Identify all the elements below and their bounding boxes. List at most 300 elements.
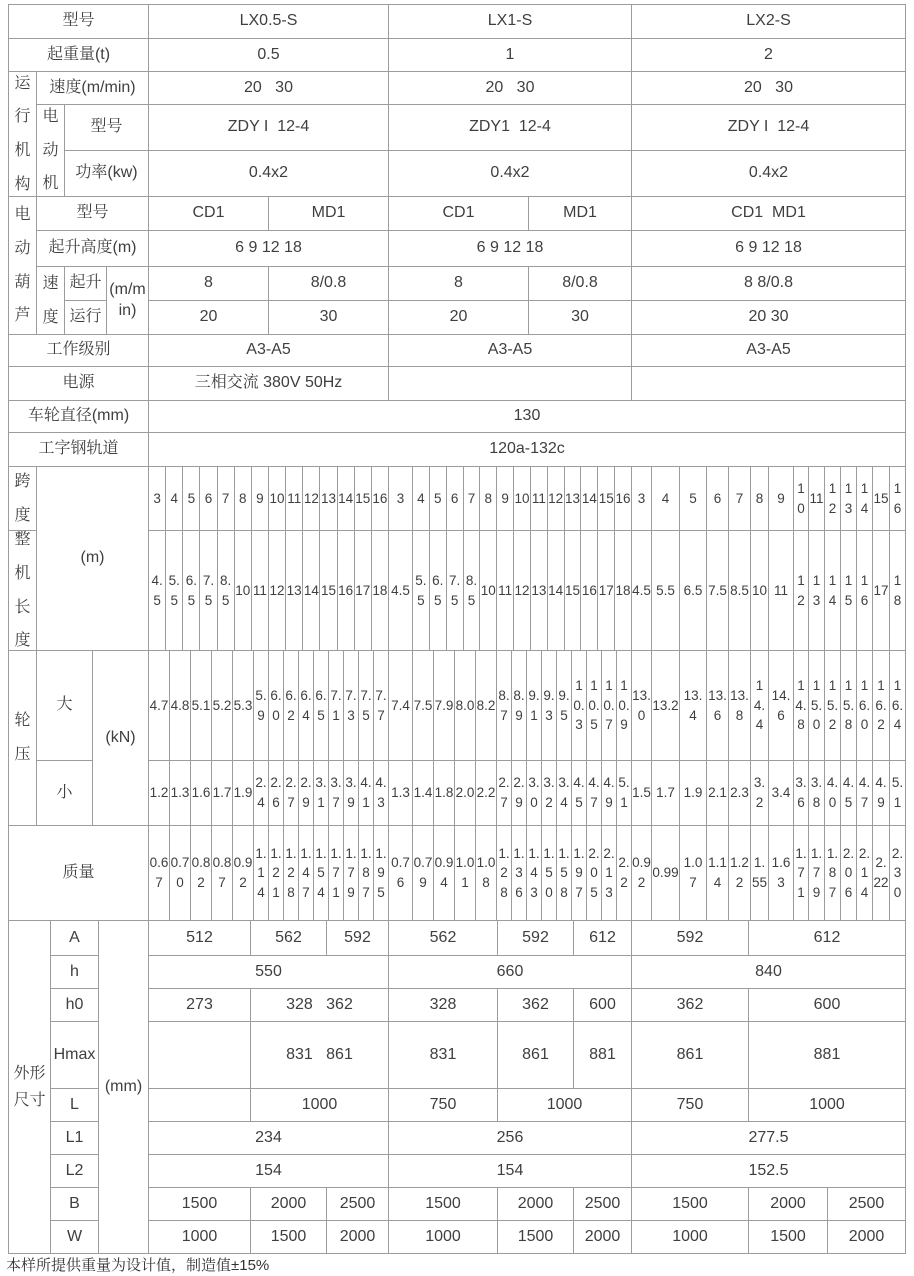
- span-value: 16: [372, 467, 389, 531]
- hoist-model-value: CD1: [149, 197, 269, 231]
- length-value: 10: [751, 531, 769, 651]
- span-value: 13: [841, 467, 857, 531]
- span-value: 10: [514, 467, 531, 531]
- length-value: 5.5: [652, 531, 680, 651]
- length-value: 14: [825, 531, 841, 651]
- lift-height-value: 6 9 12 18: [389, 231, 632, 267]
- length-value: 8.5: [464, 531, 481, 651]
- motor-model-label: 型号: [65, 105, 149, 151]
- wheel-load-min-value: 3.2: [542, 761, 557, 826]
- dim-value: 1500: [749, 1221, 828, 1254]
- dim-value: 2000: [574, 1221, 632, 1254]
- wheel-diameter-label: 车轮直径(mm): [9, 401, 149, 433]
- length-value: 18: [890, 531, 906, 651]
- wheel-load-max-value: 16.0: [857, 651, 873, 761]
- dim-value: 1000: [498, 1089, 632, 1122]
- length-value: 6.5: [680, 531, 707, 651]
- mass-value: 1.01: [455, 826, 476, 921]
- duty-label: 工作级别: [9, 335, 149, 367]
- span-value: 12: [825, 467, 841, 531]
- dim-value: 2500: [828, 1188, 906, 1221]
- mass-value: 1.87: [359, 826, 374, 921]
- hoist-travel-speed: 30: [529, 301, 632, 335]
- motor-model-value: ZDY1 12-4: [389, 105, 632, 151]
- hoist-travel-speed: 20: [149, 301, 269, 335]
- dim-value: 2500: [327, 1188, 389, 1221]
- wheel-load-max-value: 16.4: [890, 651, 906, 761]
- length-value: 18: [615, 531, 632, 651]
- dim-row-label: B: [51, 1188, 99, 1221]
- dim-value: 277.5: [632, 1122, 906, 1155]
- span-value: 3: [149, 467, 166, 531]
- travel-group-label: 运行机构: [9, 72, 37, 197]
- length-value: 11: [497, 531, 514, 651]
- span-value: 4: [413, 467, 430, 531]
- mass-value: 1.79: [344, 826, 359, 921]
- mass-value: 1.55: [751, 826, 769, 921]
- hoist-model-value: CD1 MD1: [632, 197, 906, 231]
- mass-value: 1.28: [284, 826, 299, 921]
- span-value: 4: [652, 467, 680, 531]
- wheel-load-max-value: 5.3: [233, 651, 254, 761]
- wheel-load-min-value: 2.3: [729, 761, 751, 826]
- wheel-load-max-value: 8.0: [455, 651, 476, 761]
- span-value: 13: [565, 467, 582, 531]
- power-supply-value: [389, 367, 632, 401]
- mass-value: 1.97: [572, 826, 587, 921]
- span-value: 3: [389, 467, 413, 531]
- length-value: 4.5: [149, 531, 166, 651]
- wheel-load-min-value: 4.9: [602, 761, 617, 826]
- model-name: LX2-S: [632, 5, 906, 39]
- span-value: 15: [355, 467, 372, 531]
- dim-row-label: A: [51, 921, 99, 956]
- wheel-load-max-value: 14.6: [769, 651, 794, 761]
- wheel-load-max-value: 5.9: [254, 651, 269, 761]
- mass-value: 1.28: [497, 826, 512, 921]
- wheel-load-max-value: 9.5: [557, 651, 572, 761]
- mass-value: 0.82: [191, 826, 212, 921]
- span-unit-label: (m): [37, 467, 149, 651]
- span-value: 6: [707, 467, 729, 531]
- dim-value: [149, 1022, 251, 1089]
- wheel-load-max-value: 7.3: [344, 651, 359, 761]
- mass-value: 1.43: [527, 826, 542, 921]
- wheel-load-max-value: 4.7: [149, 651, 170, 761]
- wheel-load-max-value: 6.5: [314, 651, 329, 761]
- length-value: 13: [286, 531, 303, 651]
- dim-value: 660: [389, 956, 632, 989]
- wheel-load-min-value: 3.6: [794, 761, 809, 826]
- mass-value: 2.06: [841, 826, 857, 921]
- wheel-load-min-value: 4.7: [857, 761, 873, 826]
- length-value: 18: [372, 531, 389, 651]
- wheel-load-max-value: 6.0: [269, 651, 284, 761]
- length-value: 10: [235, 531, 252, 651]
- mass-value: 0.94: [434, 826, 455, 921]
- dim-value: 840: [632, 956, 906, 989]
- dim-value: 152.5: [632, 1155, 906, 1188]
- dim-value: 750: [389, 1089, 498, 1122]
- dim-value: 1000: [389, 1221, 498, 1254]
- dim-row-label: W: [51, 1221, 99, 1254]
- wheel-load-max-value: 14.8: [794, 651, 809, 761]
- length-value: 16: [581, 531, 598, 651]
- dim-row-label: Hmax: [51, 1022, 99, 1089]
- wheel-load-max-value: 8.7: [497, 651, 512, 761]
- wheel-load-min-value: 3.2: [751, 761, 769, 826]
- hoist-model-value: CD1: [389, 197, 529, 231]
- wheel-load-max-value: 6.4: [299, 651, 314, 761]
- mass-value: 1.58: [557, 826, 572, 921]
- span-value: 11: [286, 467, 303, 531]
- mass-value: 1.08: [476, 826, 497, 921]
- dim-value: 562: [251, 921, 327, 956]
- wheel-load-max-value: 13.2: [652, 651, 680, 761]
- length-value: 13: [531, 531, 548, 651]
- motor-group-label: 电动机: [37, 105, 65, 197]
- wheel-load-min-value: 1.5: [632, 761, 652, 826]
- wheel-load-min-label: 小: [37, 761, 93, 826]
- length-value: 5.5: [413, 531, 430, 651]
- dim-value: 512: [149, 921, 251, 956]
- length-value: 16: [338, 531, 355, 651]
- dim-value: 881: [574, 1022, 632, 1089]
- wheel-load-min-value: 1.7: [652, 761, 680, 826]
- span-value: 8: [235, 467, 252, 531]
- dim-value: 592: [632, 921, 749, 956]
- dim-row-label: h0: [51, 989, 99, 1022]
- dim-row-label: h: [51, 956, 99, 989]
- mass-value: 1.71: [329, 826, 344, 921]
- dim-value: 154: [389, 1155, 632, 1188]
- wheel-load-max-value: 16.2: [873, 651, 890, 761]
- wheel-load-max-value: 7.4: [389, 651, 413, 761]
- mass-value: 1.63: [769, 826, 794, 921]
- wheel-load-max-value: 4.8: [170, 651, 191, 761]
- wheel-load-min-value: 4.0: [825, 761, 841, 826]
- duty-value: A3-A5: [632, 335, 906, 367]
- dim-value: 1500: [389, 1188, 498, 1221]
- length-value: 8.5: [729, 531, 751, 651]
- length-value: 17: [355, 531, 372, 651]
- hoist-lift-speed: 8/0.8: [529, 267, 632, 301]
- wheel-load-max-value: 10.7: [602, 651, 617, 761]
- mass-value: 1.95: [374, 826, 389, 921]
- mass-value: 0.92: [632, 826, 652, 921]
- dim-value: 2000: [327, 1221, 389, 1254]
- span-value: 6: [447, 467, 464, 531]
- wheel-load-max-value: 7.1: [329, 651, 344, 761]
- dim-value: 831: [389, 1022, 498, 1089]
- capacity-value: 1: [389, 39, 632, 72]
- mass-value: 1.14: [707, 826, 729, 921]
- length-value: 7.5: [707, 531, 729, 651]
- wheel-load-min-value: 1.3: [389, 761, 413, 826]
- wheel-load-min-value: 5.1: [617, 761, 632, 826]
- wheel-load-max-value: 5.1: [191, 651, 212, 761]
- span-value: 13: [320, 467, 337, 531]
- span-value: 4: [166, 467, 183, 531]
- mass-value: 1.87: [825, 826, 841, 921]
- wheel-load-max-value: 7.5: [413, 651, 434, 761]
- hoist-model-value: MD1: [529, 197, 632, 231]
- dim-row-label: L2: [51, 1155, 99, 1188]
- length-value: 10: [480, 531, 497, 651]
- hoist-speed-group-label: 速度: [37, 267, 65, 335]
- model-name: LX1-S: [389, 5, 632, 39]
- wheel-load-min-value: 2.1: [707, 761, 729, 826]
- capacity-value: 0.5: [149, 39, 389, 72]
- dim-value: 362: [632, 989, 749, 1022]
- lift-height-value: 6 9 12 18: [149, 231, 389, 267]
- wheel-diameter-value: 130: [149, 401, 906, 433]
- wheel-load-min-value: 2.2: [476, 761, 497, 826]
- span-value: 11: [531, 467, 548, 531]
- span-value: 10: [269, 467, 286, 531]
- wheel-load-max-value: 14.4: [751, 651, 769, 761]
- dim-value: 1500: [149, 1188, 251, 1221]
- model-name: LX0.5-S: [149, 5, 389, 39]
- span-value: 12: [303, 467, 320, 531]
- wheel-load-max-value: 8.2: [476, 651, 497, 761]
- span-group-label: 跨度: [9, 467, 37, 531]
- length-value: 17: [873, 531, 890, 651]
- dim-value: 2500: [574, 1188, 632, 1221]
- dim-row-label: L1: [51, 1122, 99, 1155]
- dim-value: 861: [498, 1022, 574, 1089]
- dim-value: 328 362: [251, 989, 389, 1022]
- wheel-load-min-value: 1.8: [434, 761, 455, 826]
- hoist-lift-speed: 8: [149, 267, 269, 301]
- wheel-load-min-value: 1.7: [212, 761, 233, 826]
- length-value: 6.5: [430, 531, 447, 651]
- dim-value: 273: [149, 989, 251, 1022]
- mass-value: 2.05: [587, 826, 602, 921]
- length-value: 7.5: [447, 531, 464, 651]
- length-value: 8.5: [218, 531, 235, 651]
- wheel-load-min-value: 5.1: [890, 761, 906, 826]
- mass-value: 0.67: [149, 826, 170, 921]
- mass-value: 2.22: [873, 826, 890, 921]
- wheel-load-max-value: 8.9: [512, 651, 527, 761]
- capacity-row-label: 起重量(t): [9, 39, 149, 72]
- span-value: 6: [200, 467, 217, 531]
- wheel-load-min-value: 3.7: [329, 761, 344, 826]
- wheel-load-min-value: 3.8: [809, 761, 825, 826]
- dimensions-unit-label: (mm): [99, 921, 149, 1254]
- length-value: 4.5: [389, 531, 413, 651]
- span-value: 8: [751, 467, 769, 531]
- length-value: 14: [548, 531, 565, 651]
- dim-value: 612: [749, 921, 906, 956]
- mass-value: 0.87: [212, 826, 233, 921]
- mass-value: 2.14: [857, 826, 873, 921]
- wheel-load-min-value: 1.6: [191, 761, 212, 826]
- mass-value: 1.07: [680, 826, 707, 921]
- duty-value: A3-A5: [389, 335, 632, 367]
- span-value: 14: [857, 467, 873, 531]
- dim-value: 592: [498, 921, 574, 956]
- wheel-load-max-value: 13.0: [632, 651, 652, 761]
- dim-value: 1000: [149, 1221, 251, 1254]
- dim-value: 154: [149, 1155, 389, 1188]
- dim-value: 550: [149, 956, 389, 989]
- wheel-load-group-label: 轮压: [9, 651, 37, 826]
- length-value: 5.5: [166, 531, 183, 651]
- span-value: 7: [218, 467, 235, 531]
- wheel-load-max-value: 10.5: [587, 651, 602, 761]
- dim-value: 1500: [251, 1221, 327, 1254]
- wheel-load-max-value: 15.2: [825, 651, 841, 761]
- dim-value: 1500: [498, 1221, 574, 1254]
- wheel-load-min-value: 2.9: [512, 761, 527, 826]
- span-value: 5: [430, 467, 447, 531]
- dim-value: [149, 1089, 251, 1122]
- hoist-model-label: 型号: [37, 197, 149, 231]
- hoist-lift-speed: 8: [389, 267, 529, 301]
- dim-value: 600: [749, 989, 906, 1022]
- wheel-load-max-value: 6.2: [284, 651, 299, 761]
- mass-value: 1.21: [269, 826, 284, 921]
- mass-value: 0.70: [170, 826, 191, 921]
- travel-speed-value: 20 30: [389, 72, 632, 105]
- motor-model-value: ZDY I 12-4: [632, 105, 906, 151]
- wheel-load-min-value: 1.4: [413, 761, 434, 826]
- dim-row-label: L: [51, 1089, 99, 1122]
- hoist-group-label: 电动葫芦: [9, 197, 37, 335]
- wheel-load-max-value: 5.2: [212, 651, 233, 761]
- span-value: 14: [581, 467, 598, 531]
- length-value: 7.5: [200, 531, 217, 651]
- dim-value: 1000: [749, 1089, 906, 1122]
- length-value: 12: [514, 531, 531, 651]
- wheel-load-max-value: 7.5: [359, 651, 374, 761]
- mass-value: 1.47: [299, 826, 314, 921]
- mass-value: 0.79: [413, 826, 434, 921]
- hoist-speed-unit-label: (m/min): [107, 267, 149, 335]
- travel-speed-value: 20 30: [149, 72, 389, 105]
- length-value: 16: [857, 531, 873, 651]
- mass-value: 2.2: [617, 826, 632, 921]
- rail-label: 工字钢轨道: [9, 433, 149, 467]
- wheel-load-max-value: 15.0: [809, 651, 825, 761]
- wheel-load-min-value: 1.9: [680, 761, 707, 826]
- span-value: 9: [497, 467, 514, 531]
- hoist-travel-speed: 20: [389, 301, 529, 335]
- wheel-load-min-value: 4.3: [374, 761, 389, 826]
- mass-value: 1.54: [314, 826, 329, 921]
- mass-value: 1.14: [254, 826, 269, 921]
- hoist-lift-speed: 8/0.8: [269, 267, 389, 301]
- wheel-load-max-value: 13.8: [729, 651, 751, 761]
- wheel-load-max-value: 9.3: [542, 651, 557, 761]
- span-value: 10: [794, 467, 809, 531]
- length-value: 6.5: [183, 531, 200, 651]
- mass-value: 2.13: [602, 826, 617, 921]
- span-value: 9: [252, 467, 269, 531]
- span-value: 7: [729, 467, 751, 531]
- length-value: 15: [841, 531, 857, 651]
- wheel-load-min-value: 3.4: [557, 761, 572, 826]
- length-value: 15: [565, 531, 582, 651]
- power-supply-value: [632, 367, 906, 401]
- wheel-load-min-value: 4.7: [587, 761, 602, 826]
- motor-model-value: ZDY I 12-4: [149, 105, 389, 151]
- span-value: 9: [769, 467, 794, 531]
- wheel-load-max-label: 大: [37, 651, 93, 761]
- dim-value: 328: [389, 989, 498, 1022]
- dim-value: 592: [327, 921, 389, 956]
- dim-value: 600: [574, 989, 632, 1022]
- hoist-travel-label: 运行: [65, 301, 107, 335]
- span-value: 3: [632, 467, 652, 531]
- span-value: 8: [480, 467, 497, 531]
- dim-value: 2000: [828, 1221, 906, 1254]
- wheel-load-min-value: 3.0: [527, 761, 542, 826]
- mass-value: 0.92: [233, 826, 254, 921]
- dim-value: 881: [749, 1022, 906, 1089]
- wheel-load-max-value: 7.9: [434, 651, 455, 761]
- hoist-travel-speed: 30: [269, 301, 389, 335]
- wheel-load-min-value: 3.9: [344, 761, 359, 826]
- lift-height-label: 起升高度(m): [37, 231, 149, 267]
- wheel-load-min-value: 4.1: [359, 761, 374, 826]
- span-value: 16: [615, 467, 632, 531]
- span-value: 15: [598, 467, 615, 531]
- wheel-load-max-value: 15.8: [841, 651, 857, 761]
- dim-value: 1000: [251, 1089, 389, 1122]
- span-value: 5: [183, 467, 200, 531]
- length-value: 11: [769, 531, 794, 651]
- length-value: 17: [598, 531, 615, 651]
- dim-value: 562: [389, 921, 498, 956]
- travel-speed-value: 20 30: [632, 72, 906, 105]
- wheel-load-unit-label: (kN): [93, 651, 149, 826]
- length-value: 4.5: [632, 531, 652, 651]
- mass-value: 1.22: [729, 826, 751, 921]
- wheel-load-min-value: 1.2: [149, 761, 170, 826]
- dim-value: 2000: [251, 1188, 327, 1221]
- wheel-load-max-value: 7.7: [374, 651, 389, 761]
- length-value: 13: [809, 531, 825, 651]
- mass-value: 0.76: [389, 826, 413, 921]
- wheel-load-min-value: 3.4: [769, 761, 794, 826]
- wheel-load-max-value: 13.6: [707, 651, 729, 761]
- hoist-lift-speed: 8 8/0.8: [632, 267, 906, 301]
- dim-value: 1500: [632, 1188, 749, 1221]
- wheel-load-min-value: 2.9: [299, 761, 314, 826]
- mass-value: 1.79: [809, 826, 825, 921]
- dim-value: 750: [632, 1089, 749, 1122]
- mass-value: 1.71: [794, 826, 809, 921]
- hoist-model-value: MD1: [269, 197, 389, 231]
- mass-value: 0.99: [652, 826, 680, 921]
- wheel-load-min-value: 1.9: [233, 761, 254, 826]
- span-value: 7: [464, 467, 481, 531]
- wheel-load-min-value: 2.0: [455, 761, 476, 826]
- hoist-lift-label: 起升: [65, 267, 107, 301]
- motor-power-value: 0.4x2: [389, 151, 632, 197]
- motor-power-label: 功率(kw): [65, 151, 149, 197]
- lift-height-value: 6 9 12 18: [632, 231, 906, 267]
- capacity-value: 2: [632, 39, 906, 72]
- wheel-load-min-value: 4.9: [873, 761, 890, 826]
- span-value: 16: [890, 467, 906, 531]
- motor-power-value: 0.4x2: [149, 151, 389, 197]
- wheel-load-min-value: 4.5: [572, 761, 587, 826]
- mass-value: 2.30: [890, 826, 906, 921]
